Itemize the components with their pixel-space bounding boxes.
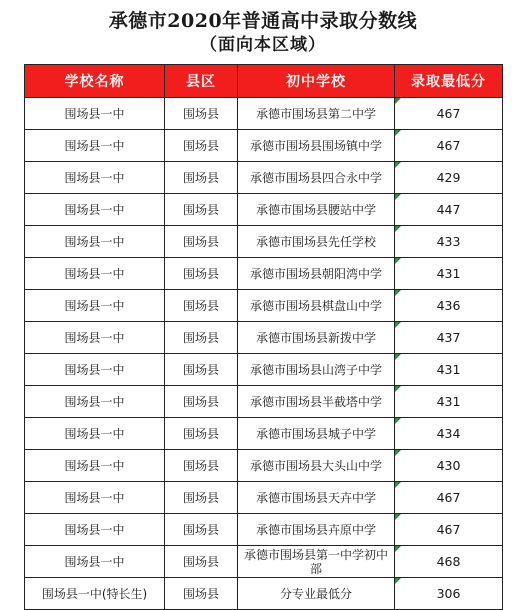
school-cell: 围场县一中 <box>25 322 165 354</box>
page-subtitle: （面向本区域） <box>200 35 326 55</box>
middle-school-cell: 承德市围场县大头山中学 <box>238 450 395 482</box>
school-cell: 围场县一中(特长生) <box>25 578 165 610</box>
table-row <box>25 386 503 418</box>
table-row <box>25 226 503 258</box>
column-header-county: 县区 <box>165 65 238 98</box>
min-score-cell: 467 <box>395 514 503 546</box>
table-row <box>25 98 503 130</box>
table-header-row <box>25 65 503 98</box>
table-row <box>25 450 503 482</box>
min-score-cell: 429 <box>395 162 503 194</box>
table-row <box>25 194 503 226</box>
county-cell: 围场县 <box>165 450 238 482</box>
min-score-cell: 436 <box>395 290 503 322</box>
county-cell: 围场县 <box>165 322 238 354</box>
table-row <box>25 418 503 450</box>
min-score-cell: 306 <box>395 578 503 610</box>
middle-school-cell: 承德市围场县城子中学 <box>238 418 395 450</box>
school-cell: 围场县一中 <box>25 226 165 258</box>
min-score-cell: 467 <box>395 130 503 162</box>
table-body <box>25 98 503 610</box>
min-score-cell: 434 <box>395 418 503 450</box>
min-score-cell: 447 <box>395 194 503 226</box>
admission-score-table <box>24 64 503 610</box>
school-cell: 围场县一中 <box>25 130 165 162</box>
county-cell: 围场县 <box>165 130 238 162</box>
min-score-cell: 467 <box>395 482 503 514</box>
county-cell: 围场县 <box>165 290 238 322</box>
school-cell: 围场县一中 <box>25 194 165 226</box>
county-cell: 围场县 <box>165 546 238 578</box>
middle-school-cell: 承德市围场县山湾子中学 <box>238 354 395 386</box>
middle-school-cell: 承德市围场县四合永中学 <box>238 162 395 194</box>
school-cell: 围场县一中 <box>25 354 165 386</box>
middle-school-cell: 承德市围场县新拨中学 <box>238 322 395 354</box>
middle-school-cell: 承德市围场县围场镇中学 <box>238 130 395 162</box>
school-cell: 围场县一中 <box>25 546 165 578</box>
school-cell: 围场县一中 <box>25 514 165 546</box>
min-score-cell: 431 <box>395 258 503 290</box>
min-score-cell: 431 <box>395 354 503 386</box>
middle-school-cell: 承德市围场县先任学校 <box>238 226 395 258</box>
county-cell: 围场县 <box>165 354 238 386</box>
school-cell: 围场县一中 <box>25 386 165 418</box>
middle-school-cell: 承德市围场县第二中学 <box>238 98 395 130</box>
column-header-middle-school: 初中学校 <box>238 65 395 98</box>
table-row <box>25 514 503 546</box>
table-row <box>25 290 503 322</box>
county-cell: 围场县 <box>165 194 238 226</box>
min-score-cell: 468 <box>395 546 503 578</box>
table-row <box>25 354 503 386</box>
column-header-school: 学校名称 <box>25 65 165 98</box>
column-header-min-score: 录取最低分 <box>395 65 503 98</box>
county-cell: 围场县 <box>165 418 238 450</box>
middle-school-cell: 承德市围场县卉原中学 <box>238 514 395 546</box>
school-cell: 围场县一中 <box>25 162 165 194</box>
school-cell: 围场县一中 <box>25 98 165 130</box>
middle-school-cell: 承德市围场县棋盘山中学 <box>238 290 395 322</box>
table-row <box>25 322 503 354</box>
middle-school-cell: 承德市围场县半截塔中学 <box>238 386 395 418</box>
school-cell: 围场县一中 <box>25 258 165 290</box>
county-cell: 围场县 <box>165 514 238 546</box>
county-cell: 围场县 <box>165 386 238 418</box>
table-row <box>25 482 503 514</box>
min-score-cell: 431 <box>395 386 503 418</box>
min-score-cell: 437 <box>395 322 503 354</box>
min-score-cell: 467 <box>395 98 503 130</box>
county-cell: 围场县 <box>165 98 238 130</box>
min-score-cell: 433 <box>395 226 503 258</box>
school-cell: 围场县一中 <box>25 290 165 322</box>
page-title: 承德市2020年普通高中录取分数线 <box>108 10 418 32</box>
county-cell: 围场县 <box>165 482 238 514</box>
school-cell: 围场县一中 <box>25 450 165 482</box>
middle-school-cell: 承德市围场县第一中学初中部 <box>238 546 395 578</box>
min-score-cell: 430 <box>395 450 503 482</box>
middle-school-cell: 承德市围场县朝阳湾中学 <box>238 258 395 290</box>
county-cell: 围场县 <box>165 226 238 258</box>
county-cell: 围场县 <box>165 162 238 194</box>
middle-school-cell: 分专业最低分 <box>238 578 395 610</box>
county-cell: 围场县 <box>165 258 238 290</box>
table-row <box>25 578 503 610</box>
middle-school-cell: 承德市围场县腰站中学 <box>238 194 395 226</box>
school-cell: 围场县一中 <box>25 418 165 450</box>
table-row <box>25 130 503 162</box>
table-row <box>25 258 503 290</box>
middle-school-cell: 承德市围场县天卉中学 <box>238 482 395 514</box>
table-row <box>25 546 503 578</box>
county-cell: 围场县 <box>165 578 238 610</box>
table-row <box>25 162 503 194</box>
school-cell: 围场县一中 <box>25 482 165 514</box>
